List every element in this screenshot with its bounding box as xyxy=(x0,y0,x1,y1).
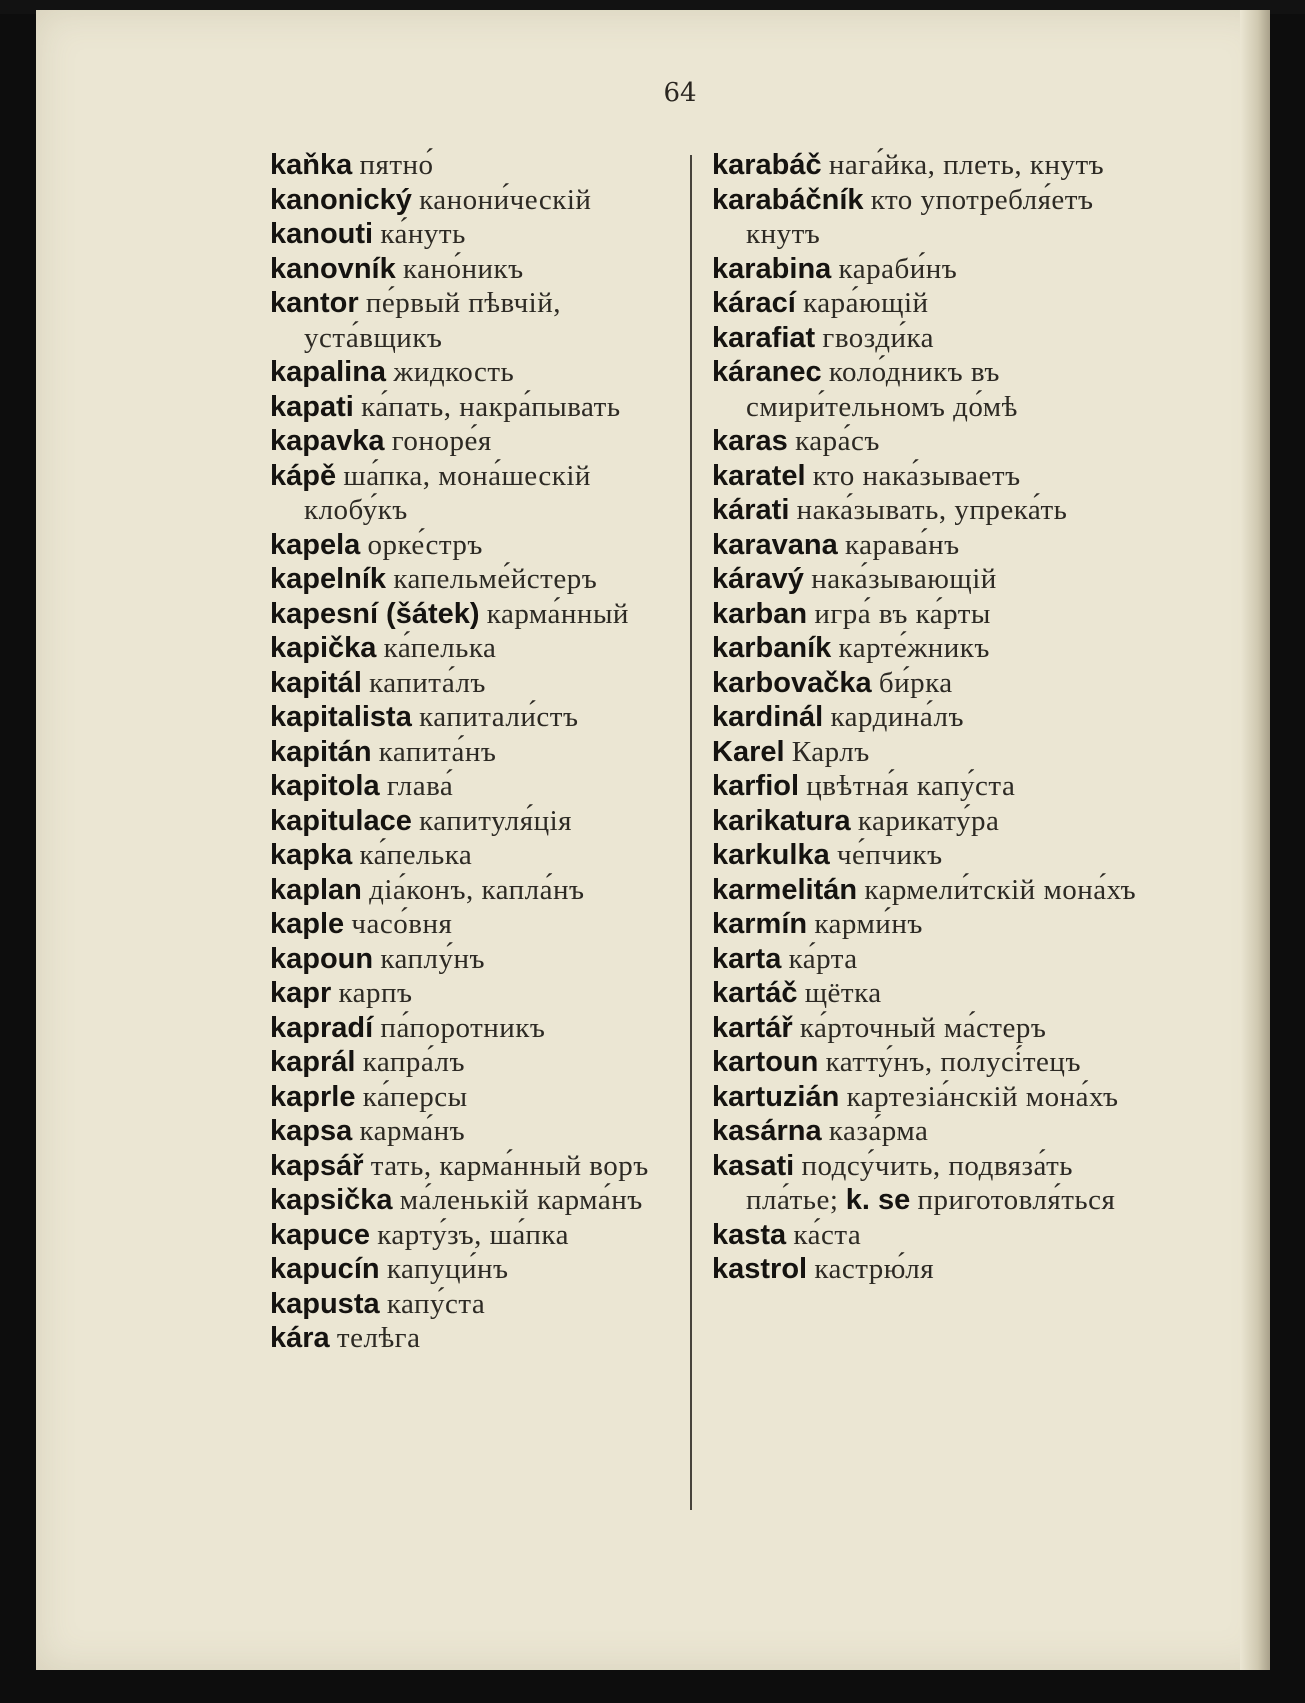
headword: kasati xyxy=(712,1149,795,1182)
dictionary-entry xyxy=(712,769,1142,804)
translation: че́пчикъ xyxy=(836,839,943,871)
translation: канони́ческій xyxy=(419,183,592,216)
translation: карте́жникъ xyxy=(838,632,990,664)
dictionary-entry xyxy=(712,1045,1142,1080)
dictionary-entry xyxy=(270,424,700,459)
translation: кто употребля́етъ кнутъ xyxy=(746,183,1094,250)
headword: kapati xyxy=(270,390,354,423)
translation: ма́ленькій карма́нъ xyxy=(399,1184,643,1216)
translation: кара́ющій xyxy=(803,287,929,319)
right-column xyxy=(712,148,1142,1287)
headword: karikatura xyxy=(712,804,851,837)
translation: нака́зывать, упрека́ть xyxy=(796,494,1068,526)
dictionary-entry xyxy=(270,217,700,252)
dictionary-entry xyxy=(712,148,1142,183)
headword: karafiat xyxy=(712,321,816,354)
translation: орке́стръ xyxy=(367,528,483,561)
translation: цвѣтна́я капу́ста xyxy=(806,770,1016,802)
dictionary-entry xyxy=(712,1114,1142,1149)
headword: kapesní (šátek) xyxy=(270,597,480,630)
dictionary-entry xyxy=(270,1080,700,1115)
translation: жидкость xyxy=(393,356,515,388)
dictionary-entry xyxy=(712,700,1142,735)
translation: кастрю́ля xyxy=(814,1253,935,1285)
dictionary-entry xyxy=(270,873,700,908)
headword: kárací xyxy=(712,287,796,319)
headword: kapsář xyxy=(270,1149,364,1182)
headword: kapitál xyxy=(270,666,362,699)
headword: kapalina xyxy=(270,356,387,388)
dictionary-entry xyxy=(712,1252,1142,1287)
dictionary-entry xyxy=(270,355,700,390)
sub-translation: приготовля́ться xyxy=(917,1184,1116,1216)
headword: kaňka xyxy=(270,149,353,181)
dictionary-entry xyxy=(270,631,700,666)
translation: ша́пка, мона́шескій клобу́къ xyxy=(304,459,591,526)
translation: капельме́йстеръ xyxy=(393,563,598,595)
left-column xyxy=(270,148,700,1356)
dictionary-entry xyxy=(270,907,700,942)
headword: kanouti xyxy=(270,218,374,250)
headword: kára xyxy=(270,1322,330,1354)
headword: kapsa xyxy=(270,1115,353,1147)
dictionary-entry xyxy=(270,1321,700,1356)
dictionary-entry xyxy=(712,1218,1142,1253)
headword: karatel xyxy=(712,459,806,492)
dictionary-entry xyxy=(270,562,700,597)
dictionary-entry xyxy=(270,286,700,355)
headword: kapička xyxy=(270,632,377,664)
translation: подсу́чить, подвяза́ть пла́тье; xyxy=(746,1149,1073,1216)
dictionary-entry xyxy=(712,907,1142,942)
dictionary-entry xyxy=(712,804,1142,839)
dictionary-entry xyxy=(712,735,1142,770)
dictionary-entry xyxy=(270,390,700,425)
translation: кано́никъ xyxy=(402,252,524,285)
headword: kapuce xyxy=(270,1218,370,1251)
translation: ка́пелька xyxy=(359,839,473,871)
dictionary-entry xyxy=(712,493,1142,528)
dictionary-entry xyxy=(712,424,1142,459)
dictionary-entry xyxy=(270,597,700,632)
dictionary-entry xyxy=(270,666,700,701)
translation: капита́лъ xyxy=(369,666,486,699)
headword: kaprál xyxy=(270,1046,356,1078)
headword: kanovník xyxy=(270,252,396,285)
dictionary-entry xyxy=(712,976,1142,1011)
translation: каплу́нъ xyxy=(380,942,486,975)
dictionary-entry xyxy=(712,1011,1142,1046)
headword: kaplan xyxy=(270,873,362,906)
headword: kartuzián xyxy=(712,1080,840,1113)
translation: ка́ста xyxy=(793,1218,862,1251)
headword: kapelník xyxy=(270,563,387,595)
dictionary-entry xyxy=(270,528,700,563)
headword: karmelitán xyxy=(712,873,858,906)
translation: капита́нъ xyxy=(378,735,497,768)
dictionary-entry xyxy=(712,355,1142,424)
dictionary-entry xyxy=(712,252,1142,287)
translation: гвозди́ка xyxy=(822,321,935,354)
headword: kartoun xyxy=(712,1046,819,1078)
page-gutter-shadow xyxy=(1240,10,1270,1670)
headword: kapusta xyxy=(270,1287,380,1320)
headword: karban xyxy=(712,597,808,630)
headword: karabáčník xyxy=(712,183,864,216)
dictionary-entry xyxy=(270,1287,700,1322)
translation: діа́конъ, капла́нъ xyxy=(369,873,585,906)
translation: нага́йка, плеть, кнутъ xyxy=(828,149,1105,181)
translation: глава́ xyxy=(386,770,454,802)
translation: карпъ xyxy=(338,977,413,1009)
headword: kapela xyxy=(270,528,361,561)
dictionary-entry xyxy=(712,183,1142,252)
dictionary-entry xyxy=(270,183,700,218)
dictionary-entry xyxy=(270,1114,700,1149)
translation: нака́зывающій xyxy=(811,563,997,595)
page-number: 64 xyxy=(663,78,697,108)
dictionary-entry xyxy=(270,769,700,804)
translation: карикату́ра xyxy=(857,804,1000,837)
translation: па́поротникъ xyxy=(380,1011,546,1044)
headword: kartář xyxy=(712,1011,793,1044)
translation: ка́персы xyxy=(362,1080,468,1113)
translation: пятно́ xyxy=(359,149,434,181)
translation: капитуля́ція xyxy=(419,804,573,837)
headword: kapsička xyxy=(270,1184,393,1216)
translation: карма́нъ xyxy=(359,1115,466,1147)
dictionary-entry xyxy=(712,459,1142,494)
dictionary-entry xyxy=(270,804,700,839)
headword: karta xyxy=(712,942,782,975)
dictionary-entry xyxy=(712,838,1142,873)
dictionary-entry xyxy=(270,252,700,287)
headword: kapr xyxy=(270,977,332,1009)
translation: катту́нъ, полусі́тецъ xyxy=(825,1046,1081,1078)
translation: ка́нуть xyxy=(380,218,466,250)
dictionary-entry xyxy=(270,1011,700,1046)
headword: karbovačka xyxy=(712,666,872,699)
headword: Karel xyxy=(712,735,785,768)
translation: коло́дникъ въ смири́тельномъ до́мѣ xyxy=(746,356,1018,423)
translation: гоноре́я xyxy=(391,425,492,457)
headword: kápě xyxy=(270,459,337,492)
translation: щётка xyxy=(804,977,882,1009)
translation: каза́рма xyxy=(828,1115,929,1147)
headword: kasta xyxy=(712,1218,787,1251)
dictionary-entry xyxy=(270,735,700,770)
translation: тать, карма́нный воръ xyxy=(370,1149,649,1182)
dictionary-entry xyxy=(270,1045,700,1080)
translation: ка́рточный ма́стеръ xyxy=(799,1011,1047,1044)
headword: kantor xyxy=(270,287,359,319)
headword: kapitán xyxy=(270,735,372,768)
translation: кара́съ xyxy=(795,425,880,457)
dictionary-entry xyxy=(270,459,700,528)
headword: karabáč xyxy=(712,149,822,181)
dictionary-entry xyxy=(270,1252,700,1287)
dictionary-entry xyxy=(270,148,700,183)
translation: кардина́лъ xyxy=(830,701,964,733)
translation: часо́вня xyxy=(351,908,453,940)
headword: karabina xyxy=(712,252,832,285)
translation: кармели́тскій мона́хъ xyxy=(864,873,1137,906)
dictionary-entry xyxy=(712,562,1142,597)
translation: игра́ въ ка́рты xyxy=(814,597,991,630)
headword: kapucín xyxy=(270,1253,380,1285)
headword: kapitola xyxy=(270,770,380,802)
headword: kasárna xyxy=(712,1115,822,1147)
headword: kapitalista xyxy=(270,701,412,733)
dictionary-entry xyxy=(270,838,700,873)
translation: ка́пать, накра́пывать xyxy=(361,390,621,423)
headword: kartáč xyxy=(712,977,798,1009)
headword: kapoun xyxy=(270,942,374,975)
translation: Карлъ xyxy=(791,735,870,768)
translation: капитали́стъ xyxy=(419,701,579,733)
translation: ка́пелька xyxy=(383,632,497,664)
translation: караби́нъ xyxy=(838,252,958,285)
dictionary-entry xyxy=(712,1080,1142,1115)
dictionary-entry xyxy=(270,1218,700,1253)
dictionary-entry xyxy=(712,942,1142,977)
dictionary-entry xyxy=(712,528,1142,563)
translation: пе́рвый пѣвчій, уста́вщикъ xyxy=(304,287,561,354)
dictionary-entry xyxy=(712,1149,1142,1218)
translation: карава́нъ xyxy=(845,528,960,561)
headword: káravý xyxy=(712,563,804,595)
dictionary-entry xyxy=(270,942,700,977)
translation: карми́нъ xyxy=(814,908,923,940)
headword: kaple xyxy=(270,908,345,940)
translation: кто нака́зываетъ xyxy=(812,459,1021,492)
translation: картезіа́нскій мона́хъ xyxy=(846,1080,1119,1113)
translation: ка́рта xyxy=(788,942,858,975)
headword: kapradí xyxy=(270,1011,374,1044)
headword: kanonický xyxy=(270,183,412,216)
translation: карма́нный xyxy=(486,597,629,630)
headword: kardinál xyxy=(712,701,824,733)
headword: karavana xyxy=(712,528,838,561)
translation: телѣга xyxy=(336,1322,421,1354)
translation: капу́ста xyxy=(386,1287,486,1320)
headword: karfiol xyxy=(712,770,800,802)
dictionary-entry xyxy=(270,700,700,735)
headword: kárati xyxy=(712,494,790,526)
dictionary-entry xyxy=(270,1183,700,1218)
dictionary-entry xyxy=(712,873,1142,908)
dictionary-entry xyxy=(712,666,1142,701)
headword: kapavka xyxy=(270,425,385,457)
headword: karbaník xyxy=(712,632,832,664)
headword: kastrol xyxy=(712,1253,808,1285)
dictionary-entry xyxy=(712,597,1142,632)
headword: karkulka xyxy=(712,839,830,871)
translation: карту́зъ, ша́пка xyxy=(377,1218,569,1251)
translation: капуци́нъ xyxy=(386,1253,509,1285)
dictionary-entry xyxy=(712,631,1142,666)
dictionary-entry xyxy=(270,1149,700,1184)
headword: karmín xyxy=(712,908,808,940)
dictionary-entry xyxy=(712,321,1142,356)
dictionary-entry xyxy=(270,976,700,1011)
headword: karas xyxy=(712,425,788,457)
headword: kapka xyxy=(270,839,353,871)
headword: káranec xyxy=(712,356,822,388)
sub-headword: k. se xyxy=(845,1184,911,1216)
headword: kaprle xyxy=(270,1080,356,1113)
translation: би́рка xyxy=(878,666,953,699)
dictionary-entry xyxy=(712,286,1142,321)
translation: капра́лъ xyxy=(362,1046,465,1078)
headword: kapitulace xyxy=(270,804,412,837)
